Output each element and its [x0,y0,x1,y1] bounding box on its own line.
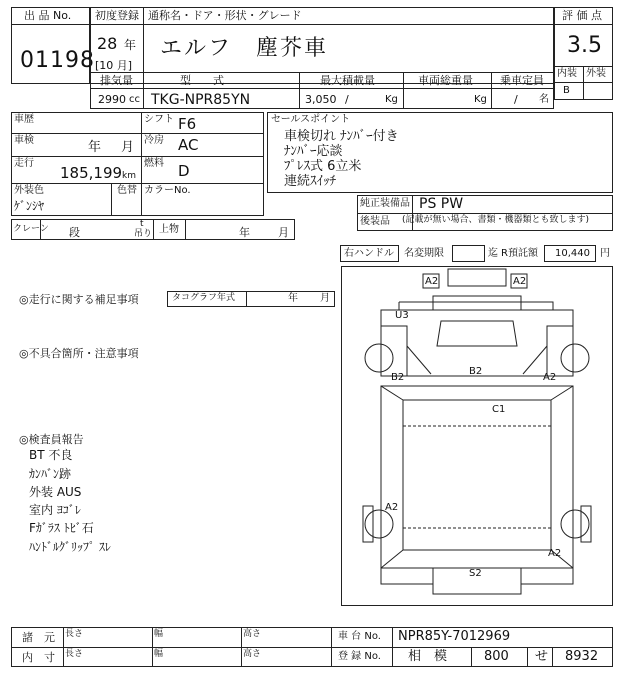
first-reg-year: 28 [97,34,118,53]
gross-weight-unit: Kg [474,94,487,105]
length-label: 長さ [65,649,84,659]
displacement-label: 排気量 [100,74,133,87]
inspector-line: ｶﾝﾊﾞﾝ跡 [29,467,72,481]
exterior-label: 外装 [586,68,606,79]
recycle-label: R預託額 [501,248,538,259]
damage-mark: B2 [391,372,405,383]
damage-mark: S2 [469,568,482,579]
ext-color-value: ｹﾞﾝｼﾔ [14,199,45,213]
shift-label: シフト [144,114,174,125]
inspection-month-unit: 月 [121,140,135,155]
mileage-label: 走行 [14,158,34,169]
fuel-value: D [178,162,190,180]
displacement-unit: cc [129,94,140,105]
score-label: 評 価 点 [562,9,602,22]
crane-lift: 吊り [134,229,153,239]
mileage-unit: km [122,171,136,181]
history-label: 車歴 [14,114,34,125]
sales-point-line: 連続ｽｲｯﾁ [284,174,337,189]
upper-label: 上物 [159,224,179,235]
auction-sheet: 出 品 No. 01198 初度登録 通称名・ドア・形状・グレード 28 年 [10 月] エルフ 塵芥車 評 価 点 3.5 内装 外装 B 排気量 型 式 最大積載量 車両総重量 乗車定員 2990 cc TKG-NPR85YN 3,050 / Kg Kg / 名 車歴 車検 年 月 走行 185,199 km シフト F6 冷房 AC 燃料 D 外装色 ｹﾞﾝｼﾔ 色替 カラーNo. クレーン 段 t 吊り 上物 年 月 セールスポイント 車検切れ ﾅﾝﾊﾞｰ付き ﾅﾝﾊﾞｰ応談 ﾌﾟﾚｽ式 6立米 連続ｽｲｯﾁ 純正装備品 PS PW 後装品 (記載が無い場合、書類・機器類とも致します) 右ハンドル 名変期限 迄 R預託額 10,440 円 ◎走行に関する補足事項 タコグラフ年式 年 月 ◎不具合箇所・注意事項 ◎検査員報告 BT 不良 ｶﾝﾊﾞﾝ跡 外装 AUS 室内 ﾖｺﾞﾚ Fｶﾞﾗｽ ﾄﾋﾞ石 ﾊﾝﾄﾞﾙｸﾞﾘｯﾌﾟ ｽﾚ A2 A2 U3 B2 B2 A2 C1 A2 A2 S2 諸 元 内 寸 長さ 長さ 幅 幅 高さ 高さ 車 台 No. NPR85Y-7012969 登 録 No. 相 模 800 せ 8932 [0,0,640,680]
year-unit: 年 [124,38,137,52]
reg-kana: せ [535,649,549,664]
tacho-year-unit: 年 [288,293,298,304]
damage-mark: B2 [469,366,483,377]
first-reg-month: [10 月] [95,59,133,72]
until-label: 迄 [488,248,498,259]
genuine-label: 純正装備品 [360,198,410,209]
inspector-line: ﾊﾝﾄﾞﾙｸﾞﾘｯﾌﾟ ｽﾚ [29,540,111,554]
crane-stage: 段 [69,226,80,239]
specs-row-label: 諸 元 [22,631,55,644]
ac-value: AC [178,136,199,154]
genuine-value: PS PW [419,196,464,212]
damage-mark: A2 [543,372,557,383]
details-box [11,112,264,216]
aftermarket-note: (記載が無い場合、書類・機器類とも致します) [402,215,590,225]
lot-number: 01198 [20,48,95,73]
yen-label: 円 [600,248,610,259]
name-change-label: 名変期限 [404,248,444,259]
capacity-label: 乗車定員 [500,74,544,87]
sales-point-line: ﾅﾝﾊﾞｰ応談 [284,144,343,159]
shift-value: F6 [178,115,197,133]
crane-ton: t [140,219,144,229]
tacho-month-unit: 月 [320,293,330,304]
reg-number: 8932 [565,649,599,664]
upper-year-unit: 年 [239,226,250,239]
ac-label: 冷房 [144,135,164,146]
height-label: 高さ [243,649,262,659]
inspector-line: BT 不良 [29,448,73,462]
sales-point-line: ﾌﾟﾚｽ式 6立米 [284,159,362,174]
chassis-label: 車 台 No. [338,631,381,642]
inspection-year-unit: 年 [88,140,102,155]
steering-value: 右ハンドル [344,248,394,259]
mileage-value: 185,199 [60,164,123,182]
fuel-label: 燃料 [144,158,164,169]
damage-mark: A2 [425,276,439,287]
ext-color-label: 外装色 [14,185,44,196]
inspector-line: Fｶﾞﾗｽ ﾄﾋﾞ石 [29,521,94,535]
crane-label: クレーン [13,224,49,234]
inspector-label: ◎検査員報告 [19,433,84,446]
sales-point-line: 車検切れ ﾅﾝﾊﾞｰ付き [284,129,399,144]
height-label: 高さ [243,629,262,639]
name-label: 通称名・ドア・形状・グレード [148,9,302,22]
score-value: 3.5 [567,33,602,58]
chassis-value: NPR85Y-7012969 [398,629,511,644]
damage-mark: A2 [513,276,527,287]
damage-mark: A2 [385,502,399,513]
lot-label: 出 品 No. [24,9,72,22]
reg-area: 相 模 [408,649,448,664]
reg-class: 800 [484,649,509,664]
inspector-line: 外装 AUS [29,485,82,499]
recycle-value: 10,440 [555,248,590,259]
driving-notes-label: ◎走行に関する補足事項 [19,293,139,306]
damage-mark: U3 [395,310,409,321]
defects-label: ◎不具合箇所・注意事項 [19,347,139,360]
reg-label: 登 録 No. [338,651,381,662]
displacement-value: 2990 [98,93,126,106]
inspector-line: 室内 ﾖｺﾞﾚ [29,503,81,517]
capacity-unit: 名 [539,94,549,105]
name-change-box [452,245,485,262]
max-load-unit: Kg [385,94,398,105]
aftermarket-label: 後装品 [360,216,390,227]
color-no-label: カラーNo. [144,185,191,196]
inspection-label: 車検 [14,135,34,146]
damage-mark: A2 [548,548,562,559]
model-label: 型 式 [180,74,224,87]
inner-size-row-label: 内 寸 [22,651,55,664]
width-label: 幅 [154,629,164,639]
upper-month-unit: 月 [278,226,289,239]
tint-label: 色替 [117,185,137,196]
width-label: 幅 [154,649,164,659]
gross-weight-label: 車両総重量 [418,74,473,87]
car-name: エルフ 塵芥車 [160,36,329,61]
interior-grade: B [563,85,570,96]
max-load-label: 最大積載量 [320,74,375,87]
damage-diagram [341,266,613,606]
model-value: TKG-NPR85YN [151,92,251,108]
first-reg-label: 初度登録 [95,9,139,22]
damage-mark: C1 [492,404,506,415]
interior-label: 内装 [557,68,577,79]
length-label: 長さ [65,629,84,639]
tacho-label: タコグラフ年式 [172,293,236,303]
sales-points-label: セールスポイント [271,114,351,125]
max-load-value: 3,050 [305,93,337,106]
